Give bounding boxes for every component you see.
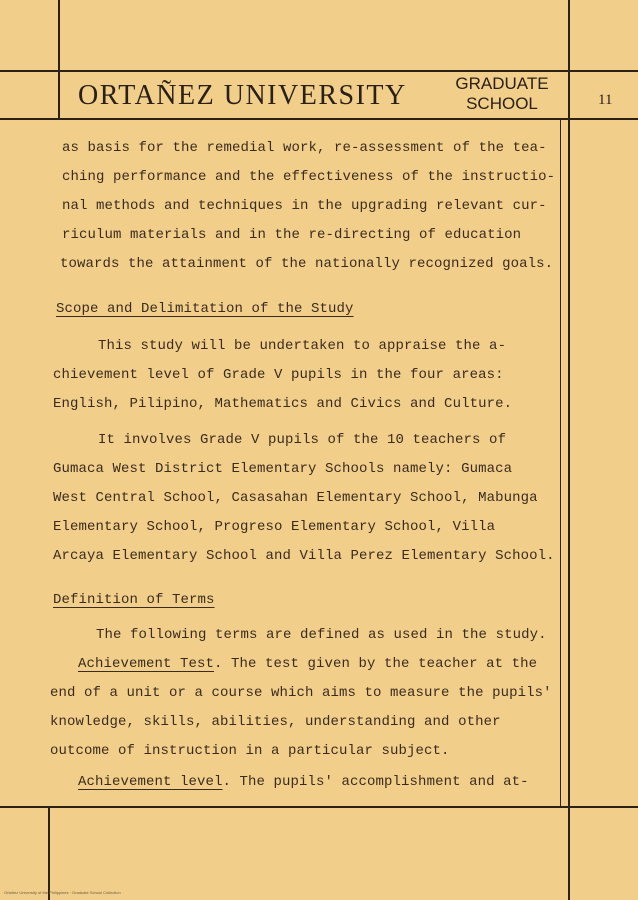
frame-left-rule-lower [48,806,50,900]
text-line: chievement level of Grade V pupils in the four areas: [53,367,504,383]
term-definition-text: . The pupils' accomplishment and at- [222,774,529,790]
text-line: Elementary School, Progreso Elementary School, Villa [53,519,496,535]
frame-top-rule [0,70,638,72]
text-line: nal methods and techniques in the upgrading relevant cur- [62,198,547,214]
text-line: This study will be undertaken to appraise the a- [98,338,507,354]
frame-right-rule [568,0,570,900]
term-definition-text: . The test given by the teacher at the [214,656,538,672]
text-line: outcome of instruction in a particular subject. [50,743,450,759]
university-title: ORTAÑEZ UNIVERSITY [78,80,407,111]
frame-header-bottom-rule [0,118,638,120]
graduate-school-label [444,74,560,114]
text-line: Gumaca West District Elementary Schools namely: Gumaca [53,461,513,477]
text-line: The following terms are defined as used in the study. [96,627,547,643]
term-achievement-test-line [78,656,537,672]
frame-footer-rule [0,806,638,808]
text-line: English, Pilipino, Mathematics and Civics and Culture. [53,396,513,412]
term-achievement-level-line [78,774,529,790]
text-line: as basis for the remedial work, re-assessment of the tea- [62,140,547,156]
graduate-label: GRADUATE [455,74,549,93]
archive-footnote: Ortañez University of the Philippines · Graduate School Collection [4,890,121,895]
definition-heading: Definition of Terms [53,592,215,608]
scope-heading: Scope and Delimitation of the Study [56,301,354,317]
text-line: end of a unit or a course which aims to measure the pupils' [50,685,552,701]
term-achievement-level: Achievement level [78,774,223,790]
text-line: riculum materials and in the re-directing of education [62,227,522,243]
school-label: SCHOOL [466,94,538,113]
page-number: 11 [598,92,613,108]
text-line: ching performance and the effectiveness of the instructio- [62,169,556,185]
text-line: towards the attainment of the nationally recognized goals. [60,256,554,272]
term-achievement-test: Achievement Test [78,656,215,672]
text-line: It involves Grade V pupils of the 10 teachers of [98,432,507,448]
frame-left-rule [58,0,60,120]
body-right-rule [560,118,561,808]
text-line: Arcaya Elementary School and Villa Perez Elementary School. [53,548,555,564]
text-line: West Central School, Casasahan Elementary School, Mabunga [53,490,538,506]
text-line: knowledge, skills, abilities, understanding and other [50,714,501,730]
